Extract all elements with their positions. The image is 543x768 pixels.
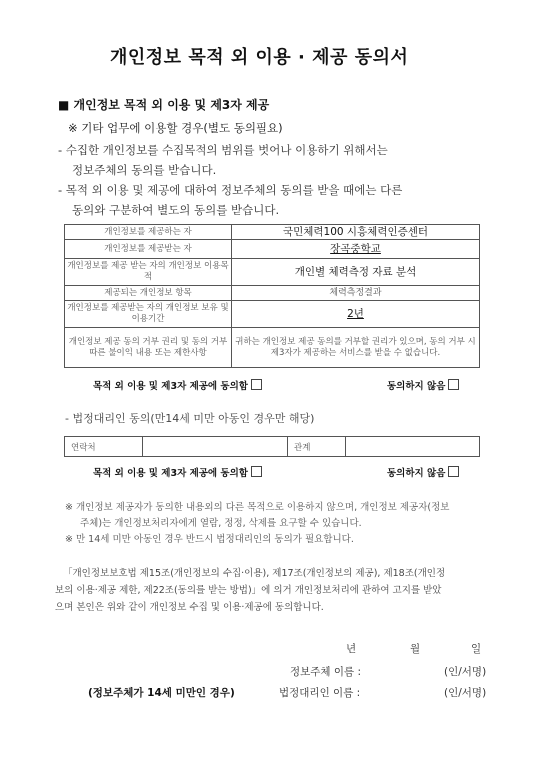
additional-use-note: ※ 기타 업무에 이용할 경우(별도 동의필요) (68, 121, 283, 135)
consent2-disagree-label: 동의하지 않음 (387, 468, 446, 479)
note-1-line-2: 주체)는 개인정보처리자에게 열람, 정정, 삭제를 요구할 수 있습니다. (80, 518, 362, 529)
disagree-checkbox[interactable] (448, 379, 459, 390)
relation-label: 관계 (288, 437, 346, 457)
legal-rep-name-label: 법정대리인 이름 : (279, 687, 361, 699)
agree-checkbox-2[interactable] (251, 466, 262, 477)
legal-rep-table (64, 436, 480, 457)
table-row (65, 301, 480, 328)
under-14-note: (정보주체가 14세 미만인 경우) (88, 687, 235, 699)
law-line-1: 「개인정보보호법 제15조(개인정보의 수집·이용), 제17조(개인정보의 제공), 제18조(개인정 (63, 568, 446, 579)
provider-label: 개인정보를 제공하는 자 (65, 225, 232, 240)
recipient-value: 장곡중학교 (232, 240, 480, 259)
date-day: 일 (471, 643, 482, 655)
table-row (65, 328, 480, 368)
retention-label: 개인정보를 제공받는 자의 개인정보 보유 및 이용기간 (65, 301, 232, 328)
consent-info-table (64, 224, 480, 368)
legal-rep-heading: - 법정대리인 동의(만14세 미만 아동인 경우만 해당) (65, 412, 315, 425)
purpose-label: 개인정보를 제공 받는 자의 개인정보 이용목적 (65, 259, 232, 286)
refusal-right-value: 귀하는 개인정보 제공 동의를 거부할 권리가 있으며, 동의 거부 시 제3자가 제공하는 서비스를 받을 수 없습니다. (232, 328, 480, 368)
consent2-agree-label: 목적 외 이용 및 제3자 제공에 동의함 (93, 468, 248, 479)
paragraph-1-line-2: 정보주체의 동의를 받습니다. (72, 163, 217, 177)
disagree-checkbox-2[interactable] (448, 466, 459, 477)
purpose-value: 개인별 체력측정 자료 분석 (232, 259, 480, 286)
note-1-line-1: ※ 개인정보 제공자가 동의한 내용외의 다른 목적으로 이용하지 않으며, 개인정보 제공자(정보 (65, 502, 450, 513)
relation-field[interactable] (346, 437, 480, 457)
law-line-2: 보의 이용·제공 제한, 제22조(동의를 받는 방법)」에 의거 개인정보처리에 관하여 고지를 받았 (55, 585, 442, 596)
paragraph-2-line-1: - 목적 외 이용 및 제공에 대하여 정보주체의 동의를 받을 때에는 다른 (58, 183, 403, 197)
page-title: 개인정보 목적 외 이용 · 제공 동의서 (110, 47, 409, 68)
section-title: ■ 개인정보 목적 외 이용 및 제3자 제공 (58, 98, 270, 112)
items-label: 제공되는 개인정보 항목 (65, 286, 232, 301)
items-value: 체력측정결과 (232, 286, 480, 301)
contact-label: 연락처 (65, 437, 143, 457)
table-row (65, 437, 480, 457)
consent2-agree-option (93, 465, 262, 479)
law-line-3: 으며 본인은 위와 같이 개인정보 수집 및 이용·제공에 동의합니다. (55, 602, 324, 613)
consent-agree-option (93, 378, 262, 392)
paragraph-2-line-2: 동의와 구분하여 별도의 동의를 받습니다. (72, 203, 280, 217)
paragraph-1-line-1: - 수집한 개인정보를 수집목적의 범위를 벗어나 이용하기 위해서는 (58, 143, 388, 157)
recipient-label: 개인정보를 제공받는 자 (65, 240, 232, 259)
consent-disagree-option (387, 378, 459, 392)
table-row (65, 240, 480, 259)
contact-field[interactable] (143, 437, 288, 457)
table-row (65, 225, 480, 240)
provider-value: 국민체력100 시흥체력인증센터 (232, 225, 480, 240)
consent-agree-label: 목적 외 이용 및 제3자 제공에 동의함 (93, 381, 248, 392)
table-row (65, 286, 480, 301)
subject-sign: (인/서명) (444, 666, 487, 678)
consent2-disagree-option (387, 465, 459, 479)
legal-rep-sign: (인/서명) (444, 687, 487, 699)
subject-name-label: 정보주체 이름 : (290, 666, 362, 678)
table-row (65, 259, 480, 286)
consent-disagree-label: 동의하지 않음 (387, 381, 446, 392)
agree-checkbox[interactable] (251, 379, 262, 390)
retention-value: 2년 (232, 301, 480, 328)
date-year: 년 (346, 643, 357, 655)
date-month: 월 (410, 643, 421, 655)
refusal-right-label: 개인정보 제공 동의 거부 권리 및 동의 거부 따른 불이익 내용 또는 제한사항 (65, 328, 232, 368)
note-2: ※ 만 14세 미만 아동인 경우 반드시 법정대리인의 동의가 필요합니다. (65, 534, 354, 545)
